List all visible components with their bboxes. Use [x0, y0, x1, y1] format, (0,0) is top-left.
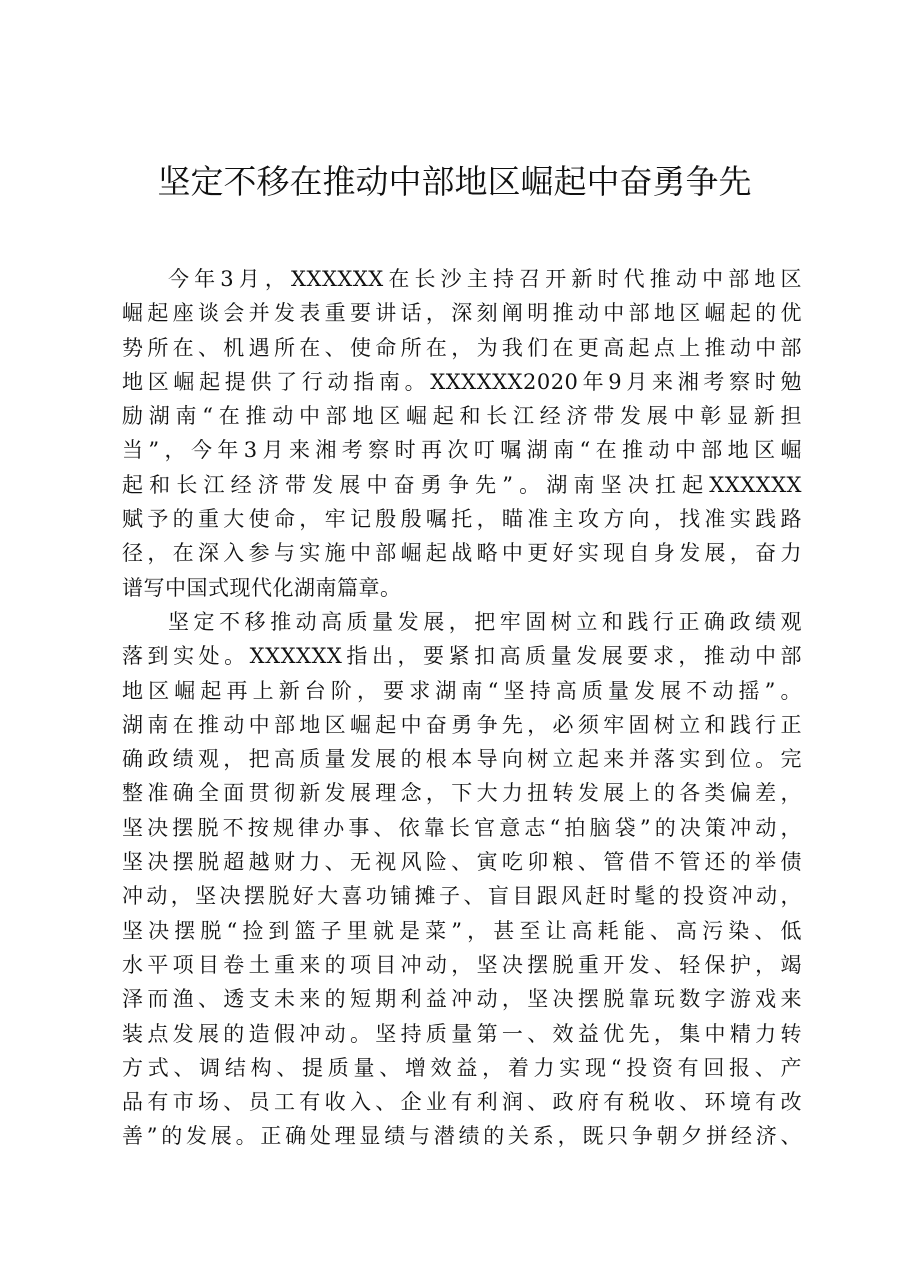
body-line: 落到实处。XXXXXX指出，要紧扣高质量发展要求，推动中部 — [122, 644, 802, 669]
body-line: 坚决摆脱超越财力、无视风险、寅吃卯粮、管借不管还的举债 — [122, 850, 802, 875]
body-line: 势所在、机遇所在、使命所在，为我们在更高起点上推动中部 — [122, 335, 802, 360]
body-line: 当”，今年3月来湘考察时再次叮嘱湖南“在推动中部地区崛 — [122, 438, 802, 463]
body-line: 装点发展的造假冲动。坚持质量第一、效益优先，集中精力转 — [122, 1021, 802, 1046]
body-line: 地区崛起再上新台阶，要求湖南“坚持高质量发展不动摇”。 — [122, 678, 802, 703]
body-line: 水平项目卷土重来的项目冲动，坚决摆脱重开发、轻保护，竭 — [122, 952, 802, 977]
body-line: 坚决摆脱不按规律办事、依靠长官意志“拍脑袋”的决策冲动， — [122, 815, 802, 840]
body-line: 坚定不移推动高质量发展，把牢固树立和践行正确政绩观 — [168, 609, 802, 634]
body-line: 地区崛起提供了行动指南。XXXXXX2020年9月来湘考察时勉 — [122, 369, 802, 394]
body-line: 善”的发展。正确处理显绩与潜绩的关系，既只争朝夕拼经济、 — [122, 1124, 802, 1149]
body-line: 崛起座谈会并发表重要讲话，深刻阐明推动中部地区崛起的优 — [122, 301, 802, 326]
body-line: 湖南在推动中部地区崛起中奋勇争先，必须牢固树立和践行正 — [122, 712, 802, 737]
body-line: 品有市场、员工有收入、企业有利润、政府有税收、环境有改 — [122, 1090, 802, 1115]
document-title: 坚定不移在推动中部地区崛起中奋勇争先 — [157, 162, 752, 201]
document-body — [122, 262, 802, 1154]
body-line: 确政绩观，把高质量发展的根本导向树立起来并落实到位。完 — [122, 747, 802, 772]
body-line: 冲动，坚决摆脱好大喜功铺摊子、盲目跟风赶时髦的投资冲动， — [122, 884, 802, 909]
body-line: 方式、调结构、提质量、增效益，着力实现“投资有回报、产 — [122, 1055, 802, 1080]
body-line: 泽而渔、透支未来的短期利益冲动，坚决摆脱靠玩数字游戏来 — [122, 987, 802, 1012]
body-line: 谱写中国式现代化湖南篇章。 — [122, 575, 402, 600]
body-line: 坚决摆脱“捡到篮子里就是菜”，甚至让高耗能、高污染、低 — [122, 918, 802, 943]
body-line: 励湖南“在推动中部地区崛起和长江经济带发展中彰显新担 — [122, 404, 802, 429]
body-line: 赋予的重大使命，牢记殷殷嘱托，瞄准主攻方向，找准实践路 — [122, 507, 802, 532]
body-line: 今年3月，XXXXXX在长沙主持召开新时代推动中部地区 — [168, 267, 802, 291]
body-line: 起和长江经济带发展中奋勇争先”。湖南坚决扛起XXXXXX — [122, 472, 802, 497]
body-line: 径，在深入参与实施中部崛起战略中更好实现自身发展，奋力 — [122, 541, 802, 566]
body-line: 整准确全面贯彻新发展理念，下大力扭转发展上的各类偏差， — [122, 781, 802, 806]
